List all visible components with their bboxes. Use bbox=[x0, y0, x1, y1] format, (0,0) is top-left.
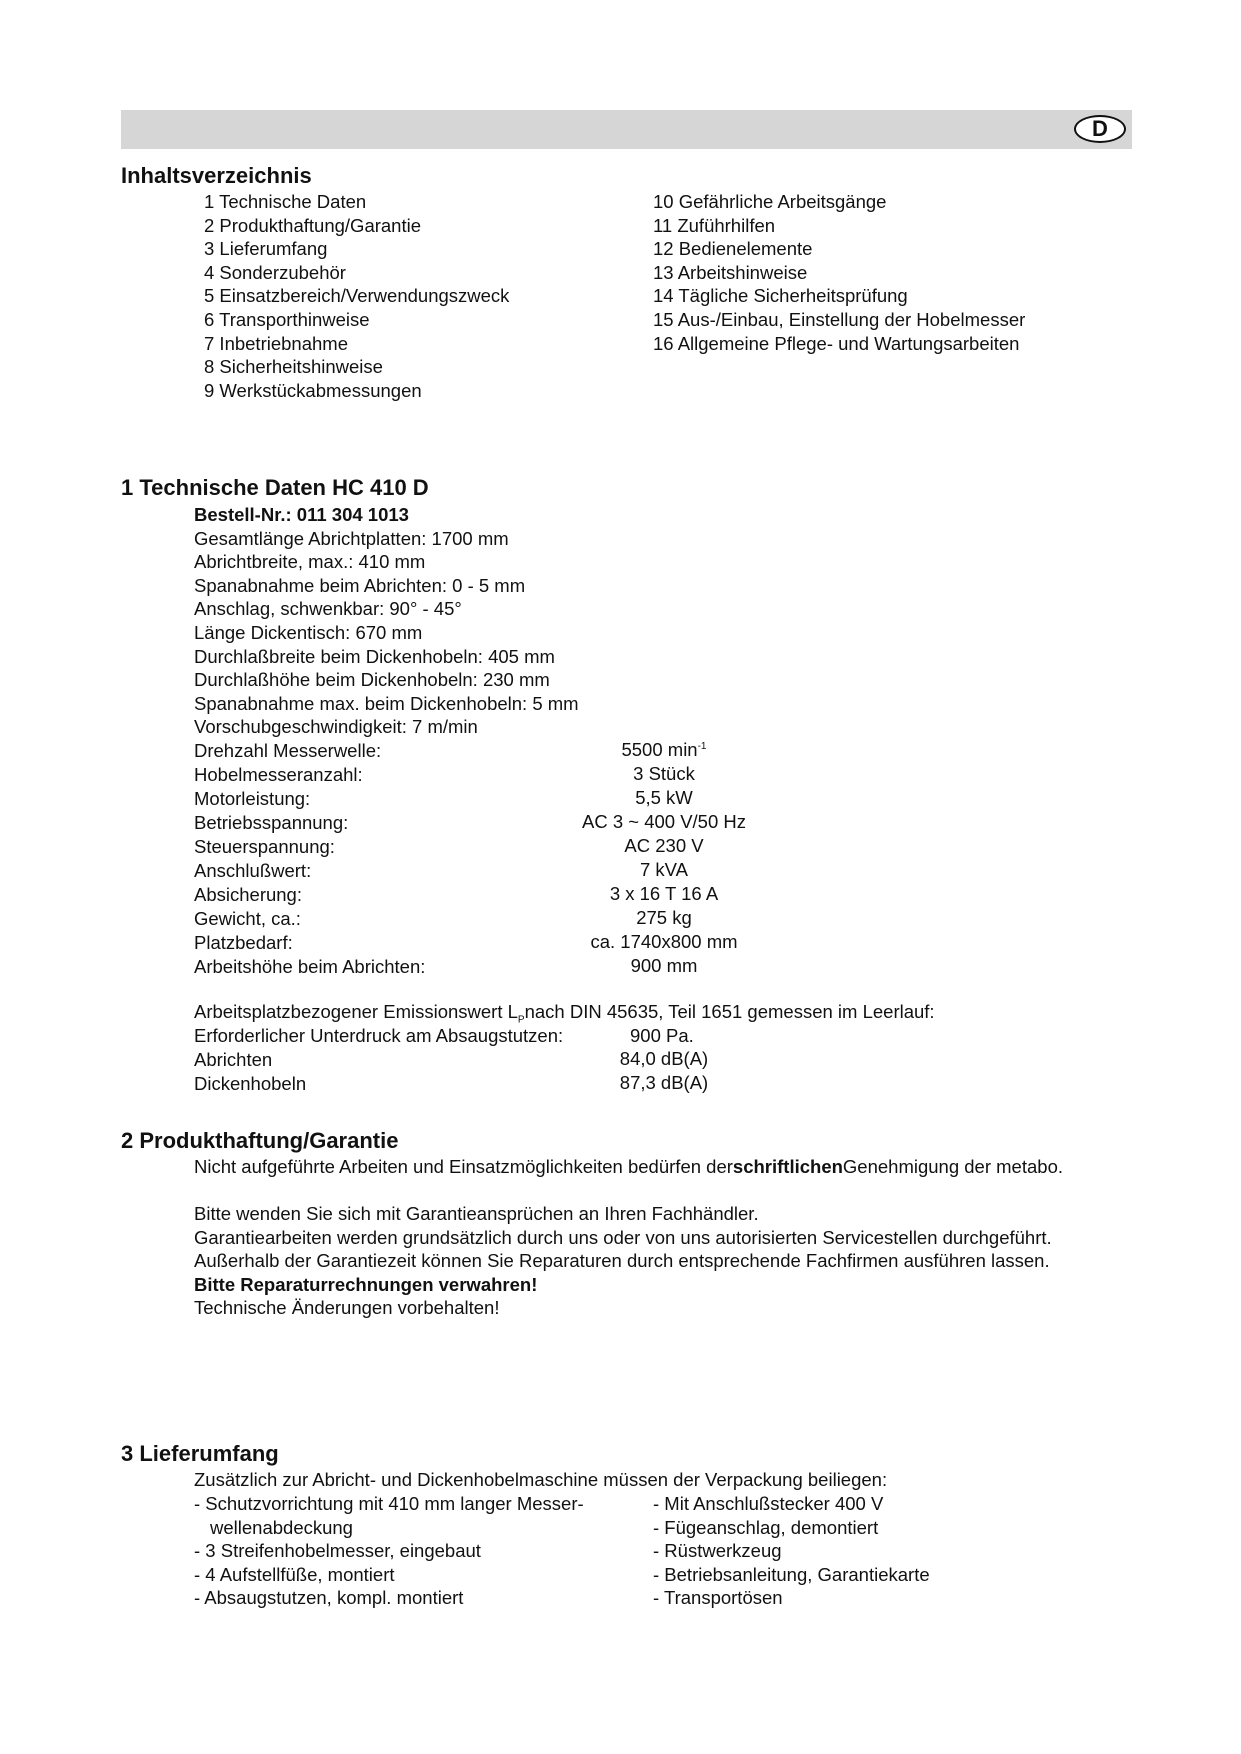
emission-label: Erforderlicher Unterdruck am Absaugstutzen: bbox=[194, 1025, 564, 1046]
warranty-line: Außerhalb der Garantiezeit können Sie Reparaturen durch entsprechende Fachfirmen ausführen lassen. bbox=[194, 1250, 1050, 1272]
emission-value: 84,0 dB(A) bbox=[619, 1048, 709, 1069]
toc-right-column bbox=[653, 190, 1025, 355]
delivery-item: - Rüstwerkzeug bbox=[653, 1540, 782, 1562]
spec-value: 7 kVA bbox=[640, 859, 688, 880]
spec-label: Anschlußwert: bbox=[194, 860, 312, 881]
tech-line: Spanabnahme beim Abrichten: 0 - 5 mm bbox=[194, 574, 526, 596]
spec-value: 3 x 16 T 16 A bbox=[609, 883, 719, 904]
toc-item: 5 Einsatzbereich/Verwendungszweck bbox=[204, 285, 510, 307]
spec-value: AC 230 V bbox=[624, 835, 704, 856]
tech-line: Vorschubgeschwindigkeit: 7 m/min bbox=[194, 716, 478, 738]
delivery-item: - 4 Aufstellfüße, montiert bbox=[194, 1563, 395, 1585]
tech-line: Durchlaßhöhe beim Dickenhobeln: 230 mm bbox=[194, 669, 550, 691]
toc-item: 2 Produkthaftung/Garantie bbox=[204, 214, 422, 236]
spec-label: Drehzahl Messerwelle: bbox=[194, 740, 382, 761]
section-3-title: 3 Lieferumfang bbox=[121, 1441, 279, 1466]
warranty-line: Bitte wenden Sie sich mit Garantieansprüchen an Ihren Fachhändler. bbox=[194, 1203, 759, 1224]
toc-item: 1 Technische Daten bbox=[204, 191, 367, 212]
section-2-title: 2 Produkthaftung/Garantie bbox=[121, 1128, 399, 1153]
tech-line: Länge Dickentisch: 670 mm bbox=[194, 621, 423, 643]
emission-value: 900 Pa. bbox=[630, 1025, 694, 1046]
toc-item: 8 Sicherheitshinweise bbox=[204, 356, 383, 378]
delivery-item: - Mit Anschlußstecker 400 V bbox=[653, 1493, 884, 1514]
tech-line: Durchlaßbreite beim Dickenhobeln: 405 mm bbox=[194, 645, 555, 667]
delivery-item: - Schutzvorrichtung mit 410 mm langer Messer- bbox=[194, 1493, 584, 1514]
toc-item: 15 Aus-/Einbau, Einstellung der Hobelmesser bbox=[653, 308, 1026, 330]
delivery-item: wellenabdeckung bbox=[210, 1516, 353, 1538]
warranty-line: Garantiearbeiten werden grundsätzlich durch uns oder von uns autorisierten Servicestellen durchgeführt. bbox=[194, 1226, 1052, 1248]
language-badge: D bbox=[1074, 115, 1126, 143]
delivery-item: - Betriebsanleitung, Garantiekarte bbox=[653, 1563, 930, 1585]
delivery-left-column bbox=[194, 1492, 584, 1610]
spec-label: Gewicht, ca.: bbox=[194, 908, 301, 929]
toc-item: 13 Arbeitshinweise bbox=[653, 261, 808, 283]
toc-item: 7 Inbetriebnahme bbox=[204, 332, 348, 354]
tech-line: Abrichtbreite, max.: 410 mm bbox=[194, 551, 426, 573]
warranty-paragraph: Nicht aufgeführte Arbeiten und Einsatzmöglichkeiten bedürfen derschriftlichenGenehmigung der metabo. bbox=[194, 1156, 1063, 1177]
warranty-lines bbox=[194, 1202, 1052, 1320]
delivery-intro: Zusätzlich zur Abricht- und Dickenhobelmaschine müssen der Verpackung beiliegen: bbox=[194, 1469, 888, 1490]
toc-item: 6 Transporthinweise bbox=[204, 308, 370, 330]
warranty-bold-line: Bitte Reparaturrechnungen verwahren! bbox=[194, 1273, 538, 1295]
spec-value: 5500 $\min^{-1}$ bbox=[621, 739, 707, 760]
section-1-title: 1 Technische Daten HC 410 D bbox=[121, 475, 429, 500]
toc-left-column bbox=[204, 190, 509, 402]
spec-label: Platzbedarf: bbox=[194, 932, 293, 953]
toc-item: 16 Allgemeine Pflege- und Wartungsarbeiten bbox=[653, 332, 1020, 354]
emission-heading: Arbeitsplatzbezogener Emissionswert $L_Pnach$ DIN 45635, Teil 1651 gemessen im Leerlauf: bbox=[194, 1001, 935, 1026]
toc-item: 11 Zuführhilfen bbox=[653, 214, 776, 236]
order-number: Bestell-Nr.: 011 304 1013 bbox=[194, 504, 409, 525]
toc-title: Inhaltsverzeichnis bbox=[121, 163, 312, 188]
toc-item: 10 Gefährliche Arbeitsgänge bbox=[653, 191, 887, 212]
spec-label: Betriebsspannung: bbox=[194, 812, 349, 833]
spec-value: 900 mm bbox=[630, 955, 698, 976]
spec-value: ca. 1740x800 mm bbox=[590, 931, 738, 952]
spec-label: Hobelmesseranzahl: bbox=[194, 764, 363, 785]
delivery-item: - Absaugstutzen, kompl. montiert bbox=[194, 1587, 464, 1609]
delivery-item: - Transportösen bbox=[653, 1587, 783, 1609]
emission-label: Dickenhobeln bbox=[194, 1073, 307, 1094]
spec-label: Absicherung: bbox=[194, 884, 302, 905]
toc-item: 9 Werkstückabmessungen bbox=[204, 379, 422, 401]
delivery-item: - Fügeanschlag, demontiert bbox=[653, 1516, 879, 1538]
toc-item: 12 Bedienelemente bbox=[653, 238, 813, 260]
warranty-line: Technische Änderungen vorbehalten! bbox=[194, 1297, 500, 1319]
toc-item: 4 Sonderzubehör bbox=[204, 261, 346, 283]
emission-label: Abrichten bbox=[194, 1049, 273, 1070]
spec-value: 5,5 kW bbox=[635, 787, 693, 808]
header-bar bbox=[121, 110, 1132, 149]
delivery-item: - 3 Streifenhobelmesser, eingebaut bbox=[194, 1540, 481, 1562]
toc-item: 3 Lieferumfang bbox=[204, 238, 328, 260]
spec-label: Arbeitshöhe beim Abrichten: bbox=[194, 956, 426, 977]
tech-plain-list bbox=[194, 503, 579, 739]
delivery-right-column bbox=[653, 1492, 930, 1610]
tech-line: Gesamtlänge Abrichtplatten: 1700 mm bbox=[194, 527, 509, 549]
toc-item: 14 Tägliche Sicherheitsprüfung bbox=[653, 285, 908, 307]
spec-value: 3 Stück bbox=[633, 763, 695, 784]
tech-line: Anschlag, schwenkbar: 90° - 45° bbox=[194, 598, 462, 620]
spec-label: Motorleistung: bbox=[194, 788, 311, 809]
spec-label: Steuerspannung: bbox=[194, 836, 335, 857]
spec-value: 275 kg bbox=[636, 907, 692, 928]
spec-value: AC 3 ~ 400 V/50 Hz bbox=[581, 811, 747, 832]
emission-value: 87,3 dB(A) bbox=[619, 1072, 709, 1093]
tech-line: Spanabnahme max. beim Dickenhobeln: 5 mm bbox=[194, 692, 579, 714]
